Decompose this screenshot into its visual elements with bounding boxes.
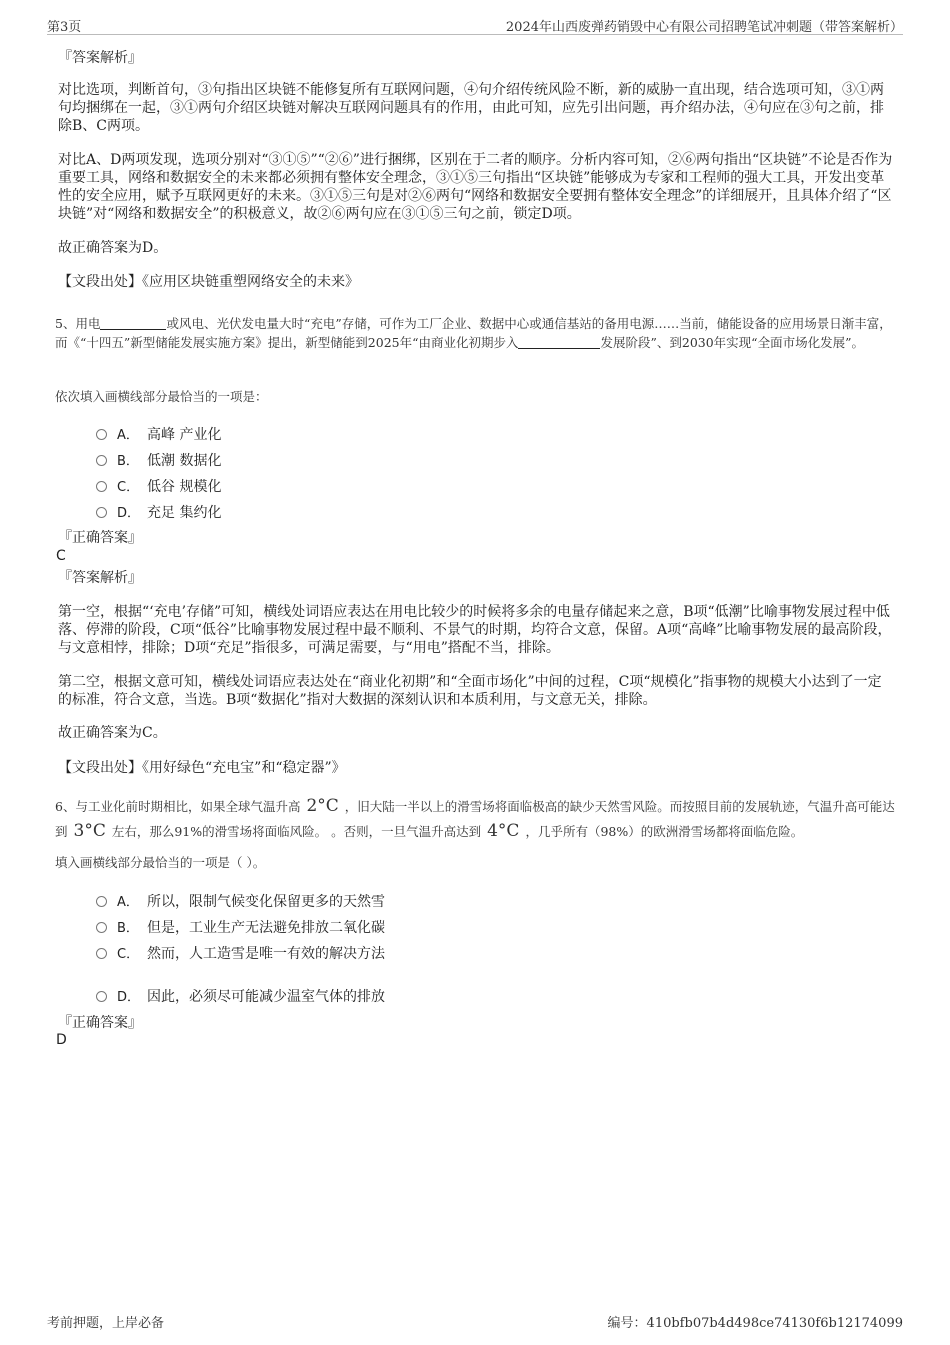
q5-source: 【文段出处】《用好绿色“充电宝”和“稳定器”》	[58, 760, 346, 776]
radio-icon[interactable]	[96, 507, 107, 518]
q5-analysis-label: 『答案解析』	[58, 570, 142, 586]
radio-icon[interactable]	[96, 948, 107, 959]
radio-icon[interactable]	[96, 922, 107, 933]
q5-analysis-para1: 第一空，根据“‘充电’存储”可知，横线处词语应表达在用电比较少的时候将多余的电量存储起来之意，B项“低潮”比喻事物发展过程中低落、停滞的阶段，C项“低谷”比喻事物发展过程中最不顺利、不景气的时期，均符合文意，保留。A项“高峰”比喻事物发展的最高阶段，与文意相悖，排除；D项“充足”指很多，可满足需要，与“用电”搭配不当，排除。	[58, 604, 892, 656]
q5-analysis-para2: 第二空，根据文意可知，横线处词语应表达处在“商业化初期”和“全面市场化”中间的过程，C项“规模化”指事物的规模大小达到了一定的标准，符合文意，当选。B项“数据化”指对大数据的深刻认识和本质利用，与文意无关，排除。	[58, 674, 882, 708]
q5-option-b[interactable]: B． 低潮 数据化	[96, 450, 221, 470]
q5-stem: 5、用电 或风电、光伏发电量大时“充电”存储，可作为工厂企业、数据中心或通信基站的备用电源……当前，储能设备的应用场景日渐丰富，而《“十四五”新型储能发展实施方案》提出，新型储能到2025年“由商业化初期步入 发展阶段”、到2030年实现“全面市场化发展”。	[55, 316, 892, 350]
q5-conclusion: 故正确答案为C。	[58, 725, 167, 741]
radio-icon[interactable]	[96, 455, 107, 466]
radio-icon[interactable]	[96, 896, 107, 907]
q4-source: 【文段出处】《应用区块链重塑网络安全的未来》	[58, 274, 359, 290]
q4-analysis-label: 『答案解析』	[58, 50, 142, 66]
q6-option-c[interactable]: C． 然而，人工造雪是唯一有效的解决方法	[96, 943, 385, 963]
q5-answer-label: 『正确答案』	[58, 530, 142, 546]
q4-conclusion: 故正确答案为D。	[58, 240, 168, 256]
blank-1	[100, 317, 166, 330]
q5-answer: C	[56, 548, 66, 564]
radio-icon[interactable]	[96, 429, 107, 440]
page-header	[47, 16, 903, 35]
q6-option-d[interactable]: D． 因此，必须尽可能减少温室气体的排放	[96, 986, 385, 1006]
q4-analysis-para2: 对比A、D两项发现，选项分别对“③①⑤”“②⑥”进行捆绑，区别在于二者的顺序。分析内容可知，②⑥两句指出“区块链”不论是否作为重要工具，网络和数据安全的未来都必须拥有整体安全理念，③①⑤三句指出“区块链”能够成为专家和工程师的强大工具，开发出变革性的安全应用，赋予互联网更好的未来。③①⑤三句是对②⑥两句“网络和数据安全要拥有整体安全理念”的详细展开，且具体介绍了“区块链”对“网络和数据安全”的积极意义，故②⑥两句应在③①⑤三句之前，锁定D项。	[58, 152, 893, 222]
footer-slogan: 考前押题，上岸必备	[47, 1316, 165, 1331]
q6-instruction: 填入画横线部分最恰当的一项是（ ）。	[55, 855, 266, 870]
q6-answer-label: 『正确答案』	[58, 1015, 142, 1031]
q5-option-c[interactable]: C． 低谷 规模化	[96, 476, 221, 496]
q5-option-a[interactable]: A． 高峰 产业化	[96, 424, 221, 444]
radio-icon[interactable]	[96, 481, 107, 492]
q6-option-a[interactable]: A． 所以，限制气候变化保留更多的天然雪	[96, 891, 385, 911]
q5-option-d[interactable]: D． 充足 集约化	[96, 502, 221, 522]
document-id: 编号：410bfb07b4d498ce74130f6b12174099	[607, 1316, 903, 1331]
q6-answer: D	[56, 1032, 67, 1048]
page-number: 第3页	[47, 20, 82, 35]
q6-stem: 6、与工业化前时期相比，如果全球气温升高 2°C ，旧大陆一半以上的滑雪场将面临极高的缺少天然雪风险。而按照目前的发展轨迹，气温升高可能达到 3°C 左右，那么91%的滑雪场将面临风险。 。否则，一旦气温升高达到 4°C ，几乎所有（98%）的欧洲滑雪场都将面临危险。	[55, 796, 895, 841]
q4-analysis-para1: 对比选项，判断首句，③句指出区块链不能修复所有互联网问题，④句介绍传统风险不断，新的威胁一直出现，结合选项可知，③①两句均捆绑在一起，③①两句介绍区块链对解决互联网问题具有的作用，由此可知，应先引出问题，再介绍办法，④句应在③句之前，排除B、C两项。	[58, 82, 884, 134]
document-title: 2024年山西废弹药销毁中心有限公司招聘笔试冲刺题（带答案解析）	[505, 20, 903, 35]
blank-2	[518, 336, 600, 349]
q6-option-b[interactable]: B． 但是，工业生产无法避免排放二氧化碳	[96, 917, 385, 937]
radio-icon[interactable]	[96, 991, 107, 1002]
q5-instruction: 依次填入画横线部分最恰当的一项是：	[55, 389, 268, 404]
